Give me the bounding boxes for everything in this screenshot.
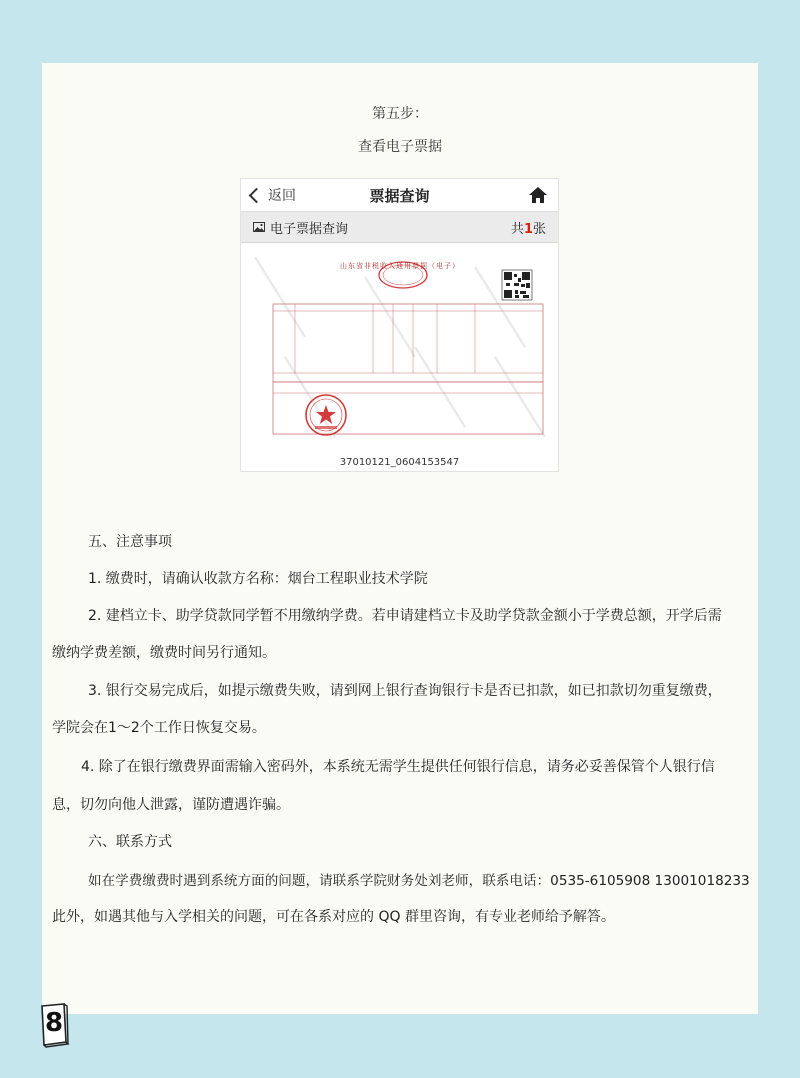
step-caption: 查看电子票据 (358, 139, 442, 155)
receipt-count (511, 218, 546, 237)
image-icon (253, 222, 265, 232)
note-item-3-line-1: 3. 银行交易完成后，如提示缴费失败，请到网上银行查询银行卡是否已扣款，如已扣款切勿重复缴费， (88, 683, 722, 699)
home-icon[interactable] (528, 185, 548, 205)
sub-label: 电子票据查询 (270, 222, 349, 237)
note-item-4-line-1: 4. 除了在银行缴费界面需输入密码外，本系统无需学生提供任何银行信息，请务必妥善保管个人银行信 (81, 759, 715, 775)
contact-line-2: 此外，如遇其他与入学相关的问题，可在各系对应的 QQ 群里咨询，有专业老师给予解答。 (52, 909, 615, 925)
step-label: 第五步： (372, 106, 428, 122)
back-label: 返回 (268, 188, 296, 204)
electronic-receipt-image[interactable] (245, 247, 552, 449)
receipt-title: 山东省非税收入通用票据（电子） (340, 262, 460, 270)
nav-bar (241, 179, 558, 212)
note-item-1: 1. 缴费时，请确认收款方名称：烟台工程职业技术学院 (88, 571, 428, 587)
note-item-2-line-1: 2. 建档立卡、助学贷款同学暂不用缴纳学费。若申请建档立卡及助学贷款金额小于学费总额，开学后需 (88, 608, 722, 624)
contact-heading: 六、联系方式 (88, 834, 172, 850)
count-suffix: 张 (532, 222, 546, 237)
receipt-lines (245, 247, 552, 449)
receipt-code: 37010121_0604153547 (339, 457, 460, 468)
note-item-3-line-2: 学院会在1～2个工作日恢复交易。 (52, 720, 266, 736)
nav-title: 票据查询 (369, 187, 430, 205)
page-number: 8 (44, 1008, 64, 1038)
contact-line-1: 如在学费缴费时遇到系统方面的问题，请联系学院财务处刘老师，联系电话：0535-6105908 13001018233 (88, 873, 750, 889)
sub-header (241, 212, 558, 243)
receipt-query-screenshot (240, 178, 559, 472)
note-item-4-line-2: 息，切勿向他人泄露，谨防遭遇诈骗。 (52, 797, 290, 813)
notes-heading: 五、注意事项 (88, 534, 172, 550)
count-prefix: 共 (510, 222, 524, 237)
count-number: 1 (523, 222, 533, 237)
note-item-2-line-2: 缴纳学费差额，缴费时间另行通知。 (52, 645, 276, 661)
page-number-badge (38, 1002, 70, 1048)
